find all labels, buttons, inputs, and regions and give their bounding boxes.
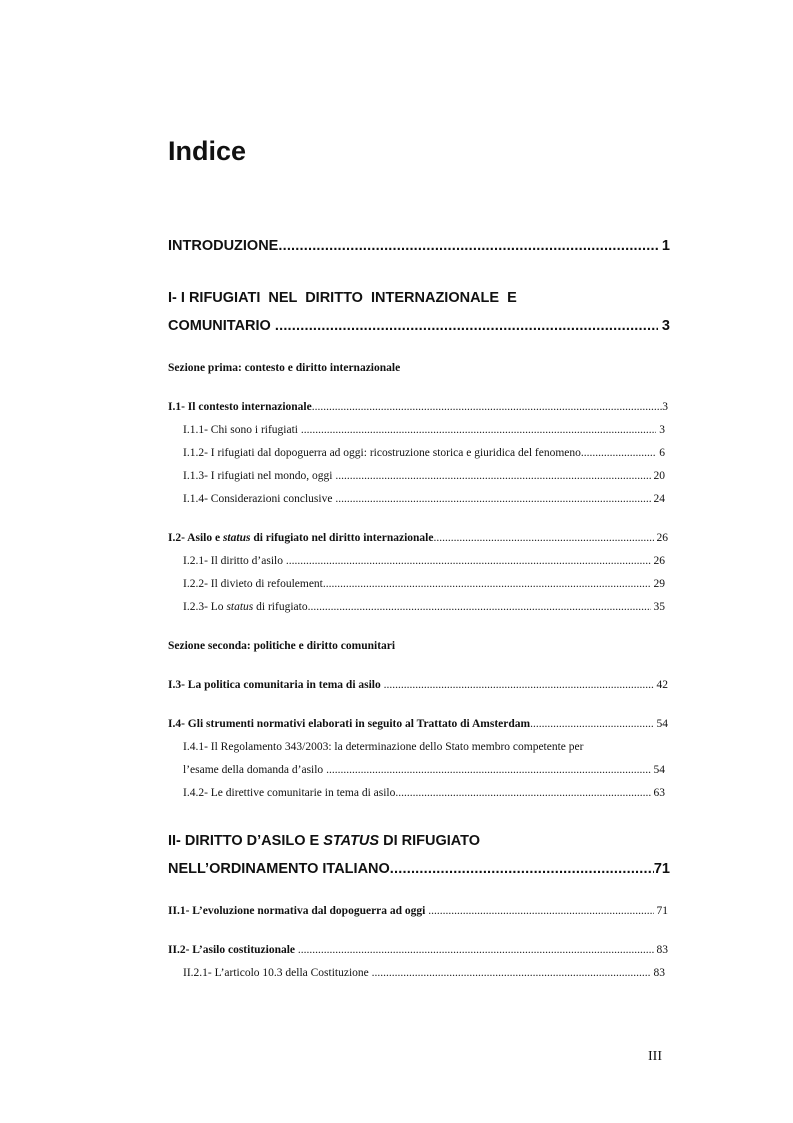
toc-leader: [530, 718, 654, 730]
toc-entry-i4[interactable]: [168, 718, 668, 730]
toc-label: I.1.2- I rifugiati dal dopoguerra ad oggi: ricostruzione storica e giuridica del fenomeno: [183, 447, 581, 459]
toc-page: 71: [653, 861, 670, 877]
toc-label: I.4.2- Le direttive comunitarie in tema di asilo: [183, 787, 396, 799]
toc-entry-i1-2[interactable]: [183, 447, 665, 459]
page-number: III: [648, 1049, 662, 1064]
toc-label: II- DIRITTO D’ASILO E STATUS DI RIFUGIATO: [168, 833, 481, 849]
toc-entry-chapter-1[interactable]: [168, 318, 670, 334]
toc-leader: [308, 601, 651, 613]
toc-leader: [372, 967, 651, 979]
toc-entry-i4-2[interactable]: [183, 787, 665, 799]
toc-entry-i2[interactable]: [168, 532, 668, 544]
toc-leader: [298, 944, 654, 956]
toc-section-heading-2: [168, 640, 668, 652]
toc-entry-i4-1[interactable]: [183, 764, 665, 776]
toc-leader: [428, 905, 653, 917]
toc-entry-i1-4[interactable]: [183, 493, 665, 505]
toc-page: 3: [661, 318, 670, 334]
toc-label: I.1.1- Chi sono i rifugiati: [183, 424, 301, 436]
toc-leader: [335, 493, 650, 505]
section-label: Sezione seconda: politiche e diritto comunitari: [168, 640, 396, 652]
toc-entry-i1-3[interactable]: [183, 470, 665, 482]
toc-page: 1: [661, 238, 670, 254]
toc-page: 54: [650, 764, 665, 776]
toc-entry-i1-1[interactable]: [183, 424, 665, 436]
toc-entry-introduzione[interactable]: [168, 238, 670, 254]
toc-leader: [433, 532, 653, 544]
toc-label: INTRODUZIONE: [168, 238, 279, 254]
toc-page: 71: [653, 905, 668, 917]
toc-label: I.1- Il contesto internazionale: [168, 401, 312, 413]
toc-label: I.2- Asilo e status di rifugiato nel diritto internazionale: [168, 532, 434, 544]
toc-entry-i1[interactable]: [168, 401, 668, 413]
toc-label: I.2.1- Il diritto d’asilo: [183, 555, 286, 567]
toc-label: NELL’ORDINAMENTO ITALIANO: [168, 861, 390, 877]
toc-page: 3: [662, 401, 668, 413]
section-label: Sezione prima: contesto e diritto internazionale: [168, 362, 401, 374]
toc-leader: [581, 447, 656, 459]
toc-page: 24: [650, 493, 665, 505]
toc-label: I- I RIFUGIATI NEL DIRITTO INTERNAZIONALE E: [168, 290, 517, 306]
toc-label: II.2.1- L’articolo 10.3 della Costituzione: [183, 967, 372, 979]
toc-leader: [301, 424, 657, 436]
toc-page: 20: [650, 470, 665, 482]
toc-page: 6: [656, 447, 665, 459]
toc-page: 83: [650, 967, 665, 979]
toc-page: 35: [650, 601, 665, 613]
toc-entry-ii2[interactable]: [168, 944, 668, 956]
toc-entry-i3[interactable]: [168, 679, 668, 691]
toc-leader: [275, 318, 658, 334]
toc-label: l’esame della domanda d’asilo: [183, 764, 327, 776]
toc-entry-i2-3[interactable]: [183, 601, 665, 613]
toc-leader: [335, 470, 650, 482]
toc-entry-chapter-2[interactable]: [168, 861, 670, 877]
toc-leader: [286, 555, 651, 567]
toc-page: 3: [659, 424, 665, 436]
toc-label: I.1.3- I rifugiati nel mondo, oggi: [183, 470, 336, 482]
toc-section-heading-1: [168, 362, 668, 374]
toc-leader: [390, 861, 654, 877]
toc-label: I.1.4- Considerazioni conclusive: [183, 493, 336, 505]
toc-page: 42: [653, 679, 668, 691]
toc-label: II.2- L’asilo costituzionale: [168, 944, 298, 956]
toc-leader: [326, 764, 651, 776]
toc-label: I.2.3- Lo status di rifugiato: [183, 601, 308, 613]
toc-page: 63: [650, 787, 665, 799]
toc-page: 54: [653, 718, 668, 730]
toc-entry-ii1[interactable]: [168, 905, 668, 917]
toc-entry-i4-1-line1[interactable]: [183, 741, 583, 753]
page-title: Indice: [168, 136, 247, 166]
toc-entry-i2-1[interactable]: [183, 555, 665, 567]
toc-page: 29: [650, 578, 665, 590]
toc-label: I.4.1- Il Regolamento 343/2003: la determinazione dello Stato membro competente per: [183, 741, 584, 753]
toc-label: I.2.2- Il divieto di refoulement: [183, 578, 323, 590]
toc-entry-i2-2[interactable]: [183, 578, 665, 590]
toc-label: II.1- L’evoluzione normativa dal dopoguerra ad oggi: [168, 905, 429, 917]
toc-page: 26: [653, 532, 668, 544]
toc-leader: [278, 238, 658, 254]
toc-page: 83: [653, 944, 668, 956]
toc-leader: [323, 578, 651, 590]
toc-label: I.4- Gli strumenti normativi elaborati in seguito al Trattato di Amsterdam: [168, 718, 531, 730]
toc-chapter-1-title[interactable]: [168, 290, 517, 306]
toc-entry-ii2-1[interactable]: [183, 967, 665, 979]
toc-chapter-2-title[interactable]: [168, 833, 480, 849]
toc-leader: [384, 679, 654, 691]
toc-label: COMUNITARIO: [168, 318, 275, 334]
toc-label: I.3- La politica comunitaria in tema di asilo: [168, 679, 384, 691]
toc-leader: [312, 401, 663, 413]
toc-leader: [395, 787, 650, 799]
toc-page: 26: [650, 555, 665, 567]
